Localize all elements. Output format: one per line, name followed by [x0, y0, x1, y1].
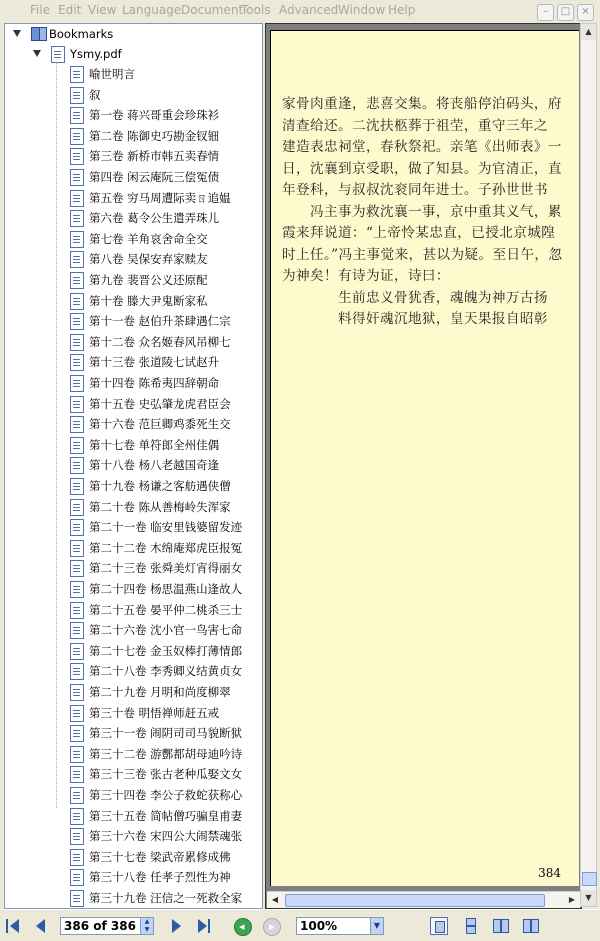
bookmark-label: 第十九卷 杨谦之客舫遇侠僧: [89, 476, 231, 496]
bookmark-label: 第一卷 蒋兴哥重会珍珠衫: [89, 105, 219, 125]
continuous-page-icon: [466, 918, 476, 926]
single-page-icon: [435, 921, 445, 933]
bookmark-item[interactable]: [5, 352, 260, 372]
bookmark-page-icon: [70, 231, 84, 248]
page-number-input[interactable]: [60, 917, 154, 935]
bookmark-label: 第三十卷 明悟禅师赶五戒: [89, 703, 219, 723]
facing-page-icon: [501, 919, 509, 933]
facing-view-button[interactable]: [492, 917, 510, 935]
facing-page-icon: [493, 919, 501, 933]
bookmark-label: 第三十四卷 李公子救蛇获称心: [89, 785, 242, 805]
page-number-value: 386 of 386: [64, 919, 136, 933]
bookmark-label: 第二十六卷 沈小官一鸟害七命: [89, 620, 242, 640]
bookmark-item[interactable]: [5, 249, 260, 269]
page-text-line: 日，沈襄到京受职，做了知县。为官清正，直: [282, 159, 562, 179]
menu-document[interactable]: Document: [181, 3, 243, 17]
bookmark-item[interactable]: [5, 455, 260, 475]
spinner-icon[interactable]: ▲ ▼: [140, 918, 153, 934]
bookmark-page-icon: [70, 416, 84, 433]
page-text-line: 霞来拜说道：“上帝怜某忠直，已授北京城隍: [282, 223, 555, 243]
bookmark-item[interactable]: [5, 105, 260, 125]
bookmark-page-icon: [70, 169, 84, 186]
bookmark-item[interactable]: [5, 641, 260, 661]
bookmark-page-icon: [70, 519, 84, 536]
bookmark-label: 第十三卷 张道陵七试赵升: [89, 352, 219, 372]
bookmark-label: 喻世明言: [89, 64, 135, 84]
bookmark-page-icon: [70, 499, 84, 516]
vertical-scroll-thumb[interactable]: [582, 872, 597, 886]
bookmark-item[interactable]: [5, 270, 260, 290]
bookmark-item[interactable]: [5, 146, 260, 166]
bookmark-page-icon: [70, 478, 84, 495]
bookmark-page-icon: [70, 622, 84, 639]
chevron-down-icon[interactable]: [33, 50, 41, 57]
bookmark-page-icon: [70, 766, 84, 783]
bookmark-label: 第二十七卷 金玉奴棒打薄情郎: [89, 641, 242, 661]
bookmark-label: 第三十七卷 梁武帝累修成佛: [89, 847, 231, 867]
bookmark-item[interactable]: [5, 64, 260, 84]
back-button[interactable]: [234, 918, 252, 936]
bookmark-item[interactable]: [5, 620, 260, 640]
bookmark-item[interactable]: [5, 85, 260, 105]
close-icon[interactable]: ×: [577, 4, 594, 21]
bookmark-label: 第三十一卷 闹阴司司马貌断狱: [89, 723, 242, 743]
bookmark-label: 第六卷 葛令公生遣弄珠儿: [89, 208, 219, 228]
bookmark-label: 第二十一卷 临安里钱婆留发迹: [89, 517, 242, 537]
bookmark-label: 第二十九卷 月明和尚度柳翠: [89, 682, 231, 702]
bookmark-item[interactable]: [5, 806, 260, 826]
bookmark-item[interactable]: [5, 517, 260, 537]
bookmark-item[interactable]: [5, 291, 260, 311]
bookmark-item[interactable]: [5, 414, 260, 434]
last-page-icon: [198, 919, 207, 933]
bookmark-page-icon: [70, 272, 84, 289]
file-label: Ysmy.pdf: [70, 44, 122, 64]
bookmark-page-icon: [70, 643, 84, 660]
page-text-line: 建造表忠祠堂，春秋祭祀。亲笔《出师表》一: [282, 137, 562, 157]
bookmark-item[interactable]: [5, 188, 260, 208]
page-text-line: 冯主事为救沈襄一事，京中重其义气，累: [282, 202, 562, 222]
menu-view[interactable]: View: [88, 3, 116, 17]
bookmark-label: 第二卷 陈御史巧勘金钗钿: [89, 126, 219, 146]
bookmark-page-icon: [70, 746, 84, 763]
vertical-scrollbar[interactable]: [580, 23, 597, 907]
bookmark-label: 叙: [89, 85, 101, 105]
continuous-page-icon: [466, 926, 476, 934]
restore-icon[interactable]: □: [557, 4, 574, 21]
scroll-down-icon[interactable]: ▼: [581, 890, 596, 906]
single-page-view-button[interactable]: [430, 917, 448, 935]
bookmark-page-icon: [70, 663, 84, 680]
bookmark-page-icon: [70, 890, 84, 907]
menu-help[interactable]: Help: [388, 3, 415, 17]
horizontal-scrollbar[interactable]: [267, 891, 580, 908]
menu-bar: [0, 0, 600, 22]
previous-page-button[interactable]: [34, 918, 50, 934]
bookmark-page-icon: [70, 66, 84, 83]
bookmark-label: 第三十六卷 宋四公大闹禁魂张: [89, 826, 242, 846]
page-text-line: 家骨肉重逢，悲喜交集。将丧船停泊码头，府: [282, 94, 562, 114]
bookmark-label: 第二十二卷 木绵庵郑虎臣报冤: [89, 538, 242, 558]
bar-icon: [208, 919, 210, 933]
page-text-line: 时上任。”冯主事觉来，甚以为疑。至日午，忽: [282, 245, 562, 265]
facing-page-icon: [523, 919, 531, 933]
bookmark-label: 第三十九卷 汪信之一死救全家: [89, 888, 242, 908]
pdf-file-icon: [51, 46, 65, 63]
bookmark-label: 第五卷 穷马周遭际卖ㄖ追媪: [89, 188, 231, 208]
scroll-right-icon[interactable]: ▶: [564, 892, 580, 908]
horizontal-scroll-thumb[interactable]: [285, 894, 545, 907]
page-text-line: 年登科，与叔叔沈衮同年进士。子孙世世书: [282, 180, 548, 200]
last-page-button[interactable]: [196, 918, 212, 934]
scroll-up-icon[interactable]: ▲: [581, 24, 596, 40]
bookmark-label: 第四卷 闲云庵阮三偿冤债: [89, 167, 219, 187]
bookmark-page-icon: [70, 540, 84, 557]
bookmark-item[interactable]: [5, 126, 260, 146]
bar-icon: [6, 919, 8, 933]
bookmarks-root-label: Bookmarks: [49, 24, 113, 44]
bookmark-item[interactable]: [5, 538, 260, 558]
bookmark-label: 第十二卷 众名姬春风吊柳七: [89, 332, 231, 352]
pdf-page: [270, 30, 579, 886]
bookmark-page-icon: [70, 560, 84, 577]
bookmark-page-icon: [70, 684, 84, 701]
zoom-value: 100%: [300, 919, 337, 933]
bookmark-page-icon: [70, 808, 84, 825]
scroll-left-icon[interactable]: ◀: [267, 892, 283, 908]
next-page-icon: [172, 919, 181, 933]
menu-window[interactable]: Window: [338, 3, 385, 17]
bookmark-item[interactable]: [5, 579, 260, 599]
bookmark-item[interactable]: [5, 744, 260, 764]
bookmark-item[interactable]: [5, 723, 260, 743]
menu-tools[interactable]: Tools: [241, 3, 271, 17]
bookmark-page-icon: [70, 293, 84, 310]
bookmark-page-icon: [70, 251, 84, 268]
arrow-left-icon: ◂: [239, 919, 245, 935]
bookmark-label: 第十卷 滕大尹鬼断家私: [89, 291, 208, 311]
page-text-line: 清查给还。二沈扶柩葬于祖茔，重守三年之: [282, 116, 548, 136]
next-page-button[interactable]: [168, 918, 184, 934]
bookmark-label: 第二十三卷 张舜美灯宵得丽女: [89, 558, 242, 578]
bookmark-label: 第八卷 吴保安弃家赎友: [89, 249, 208, 269]
printed-page-number: 384: [538, 866, 561, 880]
bookmark-page-icon: [70, 849, 84, 866]
bookmark-page-icon: [70, 210, 84, 227]
document-view[interactable]: [265, 23, 582, 909]
navigation-toolbar: [0, 909, 600, 941]
menu-file[interactable]: File: [30, 3, 50, 17]
bookmark-item[interactable]: [5, 476, 260, 496]
bookmark-item[interactable]: [5, 167, 260, 187]
bookmark-item[interactable]: [5, 558, 260, 578]
bookmark-item[interactable]: [5, 311, 260, 331]
bookmarks-panel[interactable]: [4, 23, 263, 909]
bookmark-label: 第七卷 羊角哀舍命全交: [89, 229, 208, 249]
menu-advanced[interactable]: Advanced: [279, 3, 338, 17]
bookmark-label: 第十八卷 杨八老越国奇逢: [89, 455, 219, 475]
previous-page-icon: [36, 919, 45, 933]
bookmark-page-icon: [70, 87, 84, 104]
bookmark-label: 第三十八卷 任孝子烈性为神: [89, 867, 231, 887]
chevron-down-icon[interactable]: [13, 30, 21, 37]
bookmark-item[interactable]: [5, 847, 260, 867]
facing-page-icon: [531, 919, 539, 933]
bookmark-page-icon: [70, 375, 84, 392]
menu-language[interactable]: Language: [122, 3, 181, 17]
minimize-icon[interactable]: –: [537, 4, 554, 21]
bookmark-item[interactable]: [5, 394, 260, 414]
bookmark-page-icon: [70, 107, 84, 124]
bookmark-item[interactable]: [5, 661, 260, 681]
bookmark-label: 第三十五卷 简帖僧巧骗皇甫妻: [89, 806, 242, 826]
bookmark-item[interactable]: [5, 888, 260, 908]
bookmark-page-icon: [70, 354, 84, 371]
bookmark-item[interactable]: [5, 785, 260, 805]
first-page-button[interactable]: [6, 918, 22, 934]
bookmark-item[interactable]: [5, 867, 260, 887]
bookmark-page-icon: [70, 869, 84, 886]
bookmark-page-icon: [70, 437, 84, 454]
bookmark-item[interactable]: [5, 703, 260, 723]
bookmark-label: 第二十卷 陈从善梅岭失浑家: [89, 497, 231, 517]
bookmark-label: 第十七卷 单符郎全州佳偶: [89, 435, 219, 455]
bookmark-page-icon: [70, 190, 84, 207]
bookmark-item[interactable]: [5, 600, 260, 620]
bookmark-label: 第二十五卷 晏平仲二桃杀三士: [89, 600, 242, 620]
page-text-line: 生前忠义骨犹香，魂魄为神万古扬: [282, 288, 548, 308]
bookmark-item[interactable]: [5, 682, 260, 702]
bookmark-label: 第三卷 新桥市韩五卖春情: [89, 146, 219, 166]
arrow-right-icon: ▸: [269, 919, 275, 935]
bookmark-page-icon: [70, 602, 84, 619]
bookmark-item[interactable]: [5, 826, 260, 846]
bookmark-page-icon: [70, 787, 84, 804]
bookmark-label: 第二十四卷 杨思温燕山逢故人: [89, 579, 242, 599]
bookmark-page-icon: [70, 457, 84, 474]
bookmark-label: 第九卷 裴晋公义还原配: [89, 270, 208, 290]
bookmark-item[interactable]: [5, 435, 260, 455]
page-text-line: 料得奸魂沉地狱，皇天果报自昭彰: [282, 309, 548, 329]
bookmark-item[interactable]: [5, 332, 260, 352]
bookmark-page-icon: [70, 581, 84, 598]
bookmark-page-icon: [70, 148, 84, 165]
bookmark-item[interactable]: [5, 764, 260, 784]
bookmark-label: 第十四卷 陈希夷四辞朝命: [89, 373, 219, 393]
bookmark-page-icon: [70, 705, 84, 722]
window-controls: [534, 3, 594, 21]
bookmark-label: 第十五卷 史弘肇龙虎君臣会: [89, 394, 231, 414]
continuous-facing-view-button[interactable]: [522, 917, 540, 935]
book-icon: [31, 27, 46, 40]
bookmark-page-icon: [70, 313, 84, 330]
bookmark-page-icon: [70, 128, 84, 145]
tree-row-bookmarks-root[interactable]: [5, 24, 260, 44]
bookmark-page-icon: [70, 828, 84, 845]
bookmark-item[interactable]: [5, 229, 260, 249]
bookmark-page-icon: [70, 725, 84, 742]
bookmark-label: 第三十二卷 游酆都胡母迪吟诗: [89, 744, 242, 764]
bookmark-item[interactable]: [5, 373, 260, 393]
chevron-down-icon[interactable]: ▼: [370, 918, 383, 934]
continuous-view-button[interactable]: [462, 917, 480, 935]
page-text-line: 为神矣！有诗为证，诗曰：: [282, 266, 450, 286]
bookmark-item[interactable]: [5, 497, 260, 517]
bookmark-page-icon: [70, 396, 84, 413]
tree-row-file[interactable]: [5, 44, 260, 64]
first-page-icon: [10, 919, 19, 933]
bookmark-label: 第三十三卷 张古老种瓜娶文女: [89, 764, 242, 784]
bookmark-item[interactable]: [5, 208, 260, 228]
menu-edit[interactable]: Edit: [58, 3, 81, 17]
bookmark-label: 第十六卷 范巨卿鸡黍死生交: [89, 414, 231, 434]
forward-button[interactable]: [263, 918, 281, 936]
bookmark-page-icon: [70, 334, 84, 351]
zoom-select[interactable]: [296, 917, 384, 935]
bookmark-label: 第二十八卷 李秀卿义结黄贞女: [89, 661, 242, 681]
bookmark-label: 第十一卷 赵伯升茶肆遇仁宗: [89, 311, 231, 331]
